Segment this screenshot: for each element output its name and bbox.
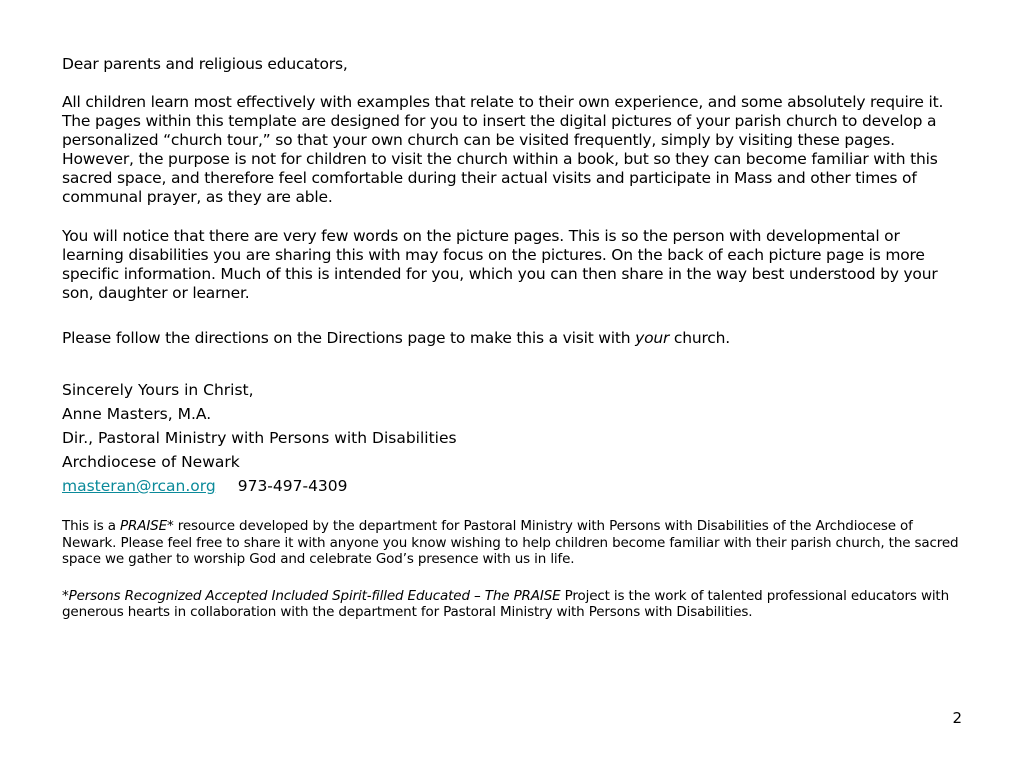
greeting: Dear parents and religious educators, <box>62 55 348 73</box>
praise-emphasis: PRAISE <box>120 518 167 534</box>
paragraph-directions <box>62 329 962 348</box>
signer-name: Anne Masters, M.A. <box>62 405 212 423</box>
signature-block <box>62 378 962 498</box>
phone-number: 973-497-4309 <box>237 477 348 495</box>
directions-emphasis: your <box>635 329 670 347</box>
paragraph-picture-pages: You will notice that there are very few words on the picture pages. This is so the person with developmental or learning disabilities you are sharing this with may focus on the pictures. On the back of each picture page is more specific information. Much of this is intended for you, which you can then share in the way best understood by your son, daughter or learner. <box>62 227 938 302</box>
closing: Sincerely Yours in Christ, <box>62 381 254 399</box>
signer-title: Dir., Pastoral Ministry with Persons with Disabilities <box>62 429 457 447</box>
footnote-resource-text: This is a <box>62 518 121 534</box>
contact-line <box>62 474 962 498</box>
page-number: 2 <box>952 709 962 727</box>
signer-organization: Archdiocese of Newark <box>62 453 240 471</box>
directions-text-end: church. <box>669 329 730 347</box>
praise-emphasis-2: PRAISE <box>513 587 561 604</box>
directions-text: Please follow the directions on the Directions page to make this a visit with <box>62 329 636 347</box>
footnote-acronym-text-end: Project is the work of talented professional educators with generous hearts in collaboration with the department for Pastoral Ministry with Persons with Disabilities. <box>62 587 949 620</box>
footnote-resource <box>62 518 962 568</box>
letter-body <box>62 55 962 621</box>
footnote-acronym <box>62 588 962 621</box>
email-link[interactable]: masteran@rcan.org <box>62 477 216 495</box>
paragraph-intro: All children learn most effectively with examples that relate to their own experience, and some absolutely require it. The pages within this template are designed for you to insert the digital pictures of your parish church to develop a personalized “church tour,” so that your own church can be visited frequently, simply by visiting these pages. However, the purpose is not for children to visit the church within a book, but so they can become familiar with this sacred space, and therefore feel comfortable during their actual visits and participate in Mass and other times of communal prayer, as they are able. <box>62 93 944 206</box>
footnote-acronym-text: *Persons Recognized Accepted Included Spirit-filled Educated – The <box>62 587 514 604</box>
footnote-resource-text-end: * resource developed by the department for Pastoral Ministry with Persons with Disabilities of the Archdiocese of Newark. Please feel free to share it with anyone you know wishing to help children become familiar with their parish church, the sacred space we gather to worship God and celebrate God’s presence with us in life. <box>62 518 959 567</box>
